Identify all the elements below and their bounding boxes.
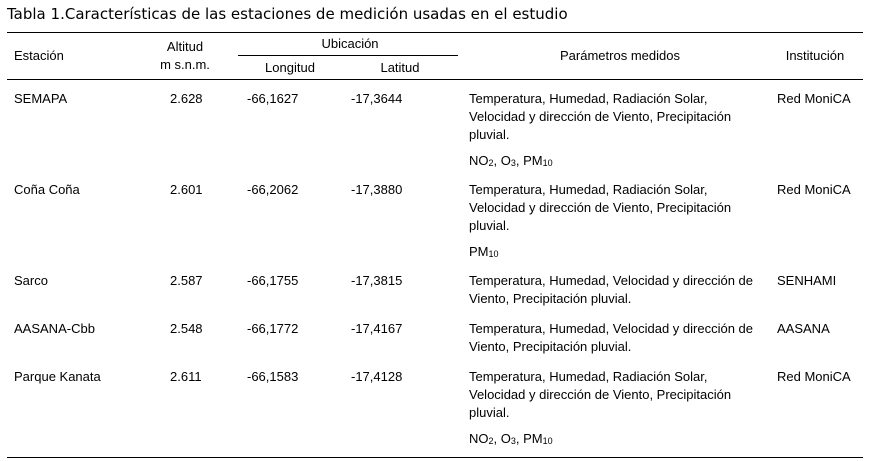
header-estacion: Estación bbox=[14, 48, 64, 63]
cell-altitud: 2.611 bbox=[170, 369, 202, 384]
cell-param-line: Viento, Precipitación pluvial. bbox=[469, 339, 632, 354]
cell-param-line: Velocidad y dirección de Viento, Precipitación bbox=[469, 109, 732, 124]
cell-latitud: -17,4167 bbox=[351, 321, 403, 336]
bottom-rule bbox=[7, 457, 863, 458]
cell-param-line: Temperatura, Humedad, Velocidad y dirección de bbox=[469, 273, 753, 288]
cell-longitud: -66,1772 bbox=[247, 321, 299, 336]
cell-param-line: Temperatura, Humedad, Radiación Solar, bbox=[469, 369, 708, 384]
cell-estacion: Coña Coña bbox=[14, 182, 80, 197]
cell-longitud: -66,1755 bbox=[247, 273, 299, 288]
cell-param-line: pluvial. bbox=[469, 405, 510, 420]
cell-param-line: Viento, Precipitación pluvial. bbox=[469, 291, 632, 306]
cell-param-line: Temperatura, Humedad, Radiación Solar, bbox=[469, 91, 708, 106]
cell-altitud: 2.601 bbox=[170, 182, 203, 197]
top-rule bbox=[7, 32, 863, 33]
cell-longitud: -66,1583 bbox=[247, 369, 299, 384]
header-altitud: Altitud bbox=[166, 39, 204, 54]
cell-estacion: Parque Kanata bbox=[14, 369, 101, 384]
cell-estacion: SEMAPA bbox=[14, 91, 68, 106]
cell-altitud: 2.548 bbox=[170, 321, 203, 336]
cell-pollutants: $PM_{10}$ bbox=[469, 244, 499, 259]
header-parametros: Parámetros medidos bbox=[560, 48, 680, 63]
cell-param-line: pluvial. bbox=[469, 218, 510, 233]
cell-altitud: 2.628 bbox=[170, 91, 203, 106]
cell-estacion: Sarco bbox=[14, 273, 48, 288]
cell-param-line: Velocidad y dirección de Viento, Precipitación bbox=[469, 200, 732, 215]
cell-institucion: SENHAMI bbox=[777, 273, 837, 288]
cell-pollutants: $NO_2$, $O_3$, $PM_{10}$ bbox=[469, 153, 553, 168]
table-caption bbox=[7, 5, 568, 23]
header-latitud: Latitud bbox=[380, 60, 420, 75]
cell-param-line: Velocidad y dirección de Viento, Precipitación bbox=[469, 387, 732, 402]
cell-latitud: -17,3880 bbox=[351, 182, 403, 197]
header-ubicacion: Ubicación bbox=[321, 36, 379, 51]
cell-institucion: Red MoniCA bbox=[777, 369, 851, 384]
cell-latitud: -17,3815 bbox=[351, 273, 403, 288]
caption-label: Tabla 1. bbox=[7, 5, 65, 23]
cell-latitud: -17,4128 bbox=[351, 369, 403, 384]
cell-longitud: -66,1627 bbox=[247, 91, 299, 106]
caption-text: Características de las estaciones de medición usadas en el estudio bbox=[64, 5, 568, 23]
cell-param-line: Temperatura, Humedad, Velocidad y dirección de bbox=[469, 321, 753, 336]
cell-institucion: Red MoniCA bbox=[777, 182, 851, 197]
cell-estacion: AASANA-Cbb bbox=[14, 321, 95, 336]
cell-latitud: -17,3644 bbox=[351, 91, 403, 106]
cell-institucion: AASANA bbox=[777, 321, 830, 336]
cell-longitud: -66,2062 bbox=[247, 182, 299, 197]
cell-param-line: Temperatura, Humedad, Radiación Solar, bbox=[469, 182, 708, 197]
header-altitud-unit: m s.n.m. bbox=[160, 57, 210, 72]
header-longitud: Longitud bbox=[265, 60, 315, 75]
cell-pollutants: $NO_2$, $O_3$, $PM_{10}$ bbox=[469, 431, 553, 446]
ubicacion-rule bbox=[238, 55, 458, 56]
header-bottom-rule bbox=[7, 79, 863, 80]
cell-param-line: pluvial. bbox=[469, 127, 510, 142]
cell-institucion: Red MoniCA bbox=[777, 91, 851, 106]
cell-altitud: 2.587 bbox=[170, 273, 203, 288]
header-institucion: Institución bbox=[785, 48, 845, 63]
